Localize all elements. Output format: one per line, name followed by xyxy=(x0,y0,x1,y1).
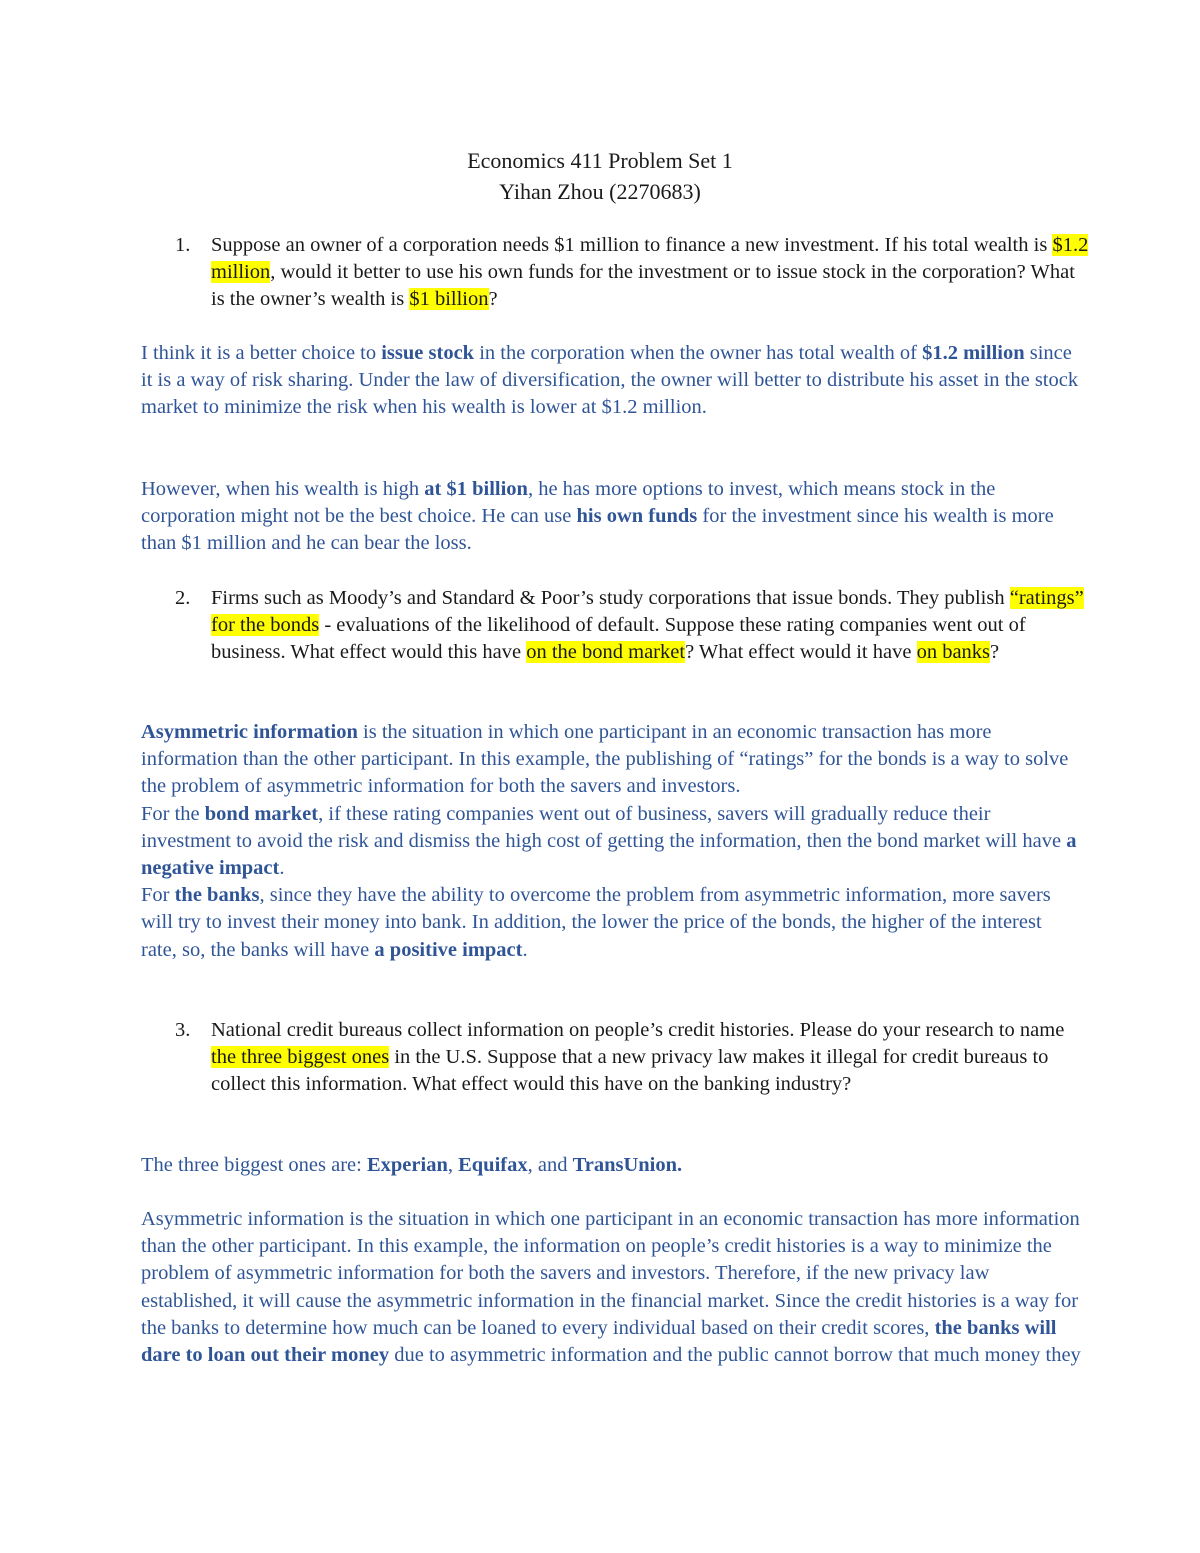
highlight: $1.2 million xyxy=(211,234,1089,284)
document-title: Economics 411 Problem Set 1 xyxy=(467,148,733,173)
answer-3-paragraph-1: The three biggest ones are: Experian, Equifax, and TransUnion. xyxy=(141,1154,683,1176)
highlight: $1 billion xyxy=(409,288,489,311)
highlight: on the bond market xyxy=(526,641,686,664)
question-3-text: National credit bureaus collect information on people’s credit histories. Please do your research to name the three biggest ones in the U.S. Suppose that a new privacy law makes it illegal for credit bureaus to collect this information. What effect would this have on the banking industry? xyxy=(211,1019,1065,1096)
question-1-number: 1. xyxy=(175,234,191,256)
question-2-number: 2. xyxy=(175,587,191,609)
answer-2: Asymmetric information is the situation in which one participant in an economic transaction has more information than the other participant. In this example, the publishing of “ratings” for the bonds is a way to solve the problem of asymmetric information for both the savers and investors. For the bond market, if these rating companies went out of business, savers will gradually reduce their investment to avoid the risk and dismiss the high cost of getting the information, then the bond market will have a negative impact. For the banks, since they have the ability to overcome the problem from asymmetric information, more savers will try to invest their money into bank. In addition, the lower the price of the bonds, the higher of the interest rate, so, the banks will have a positive impact. xyxy=(141,721,1077,961)
answer-1-paragraph-1: I think it is a better choice to issue stock in the corporation when the owner has total wealth of $1.2 million since it is a way of risk sharing. Under the law of diversification, the owner will better to distribute his asset in the stock market to minimize the risk when his wealth is lower at $1.2 million. xyxy=(141,342,1079,419)
document-author: Yihan Zhou (2270683) xyxy=(499,179,701,204)
question-3-number: 3. xyxy=(175,1019,191,1041)
question-2-text: Firms such as Moody’s and Standard & Poor’s study corporations that issue bonds. They publish “ratings” for the bonds - evaluations of the likelihood of default. Suppose these rating companies went out of business. What effect would this have on the bond market? What effect would it have on banks? xyxy=(211,587,1084,664)
highlight: on banks xyxy=(916,641,991,664)
highlight: “ratings” for the bonds xyxy=(211,587,1084,637)
answer-1-paragraph-2: However, when his wealth is high at $1 billion, he has more options to invest, which means stock in the corporation might not be the best choice. He can use his own funds for the investment since his wealth is more than $1 million and he can bear the loss. xyxy=(141,478,1054,555)
answer-3-paragraph-2: Asymmetric information is the situation in which one participant in an economic transaction has more information than the other participant. In this example, the information on people’s credit histories is a way to minimize the problem of asymmetric information for both the savers and investors. Therefore, if the new privacy law established, it will cause the asymmetric information in the financial market. Since the credit histories is a way for the banks to determine how much can be loaned to every individual based on their credit scores, the banks will dare to loan out their money due to asymmetric information and the public cannot borrow that much money they xyxy=(141,1208,1081,1367)
question-1-text: Suppose an owner of a corporation needs $1 million to finance a new investment. If his total wealth is $1.2 million, would it better to use his own funds for the investment or to issue stock in the corporation? What is the owner’s wealth is $1 billion? xyxy=(211,234,1089,311)
highlight: the three biggest ones xyxy=(211,1046,390,1069)
